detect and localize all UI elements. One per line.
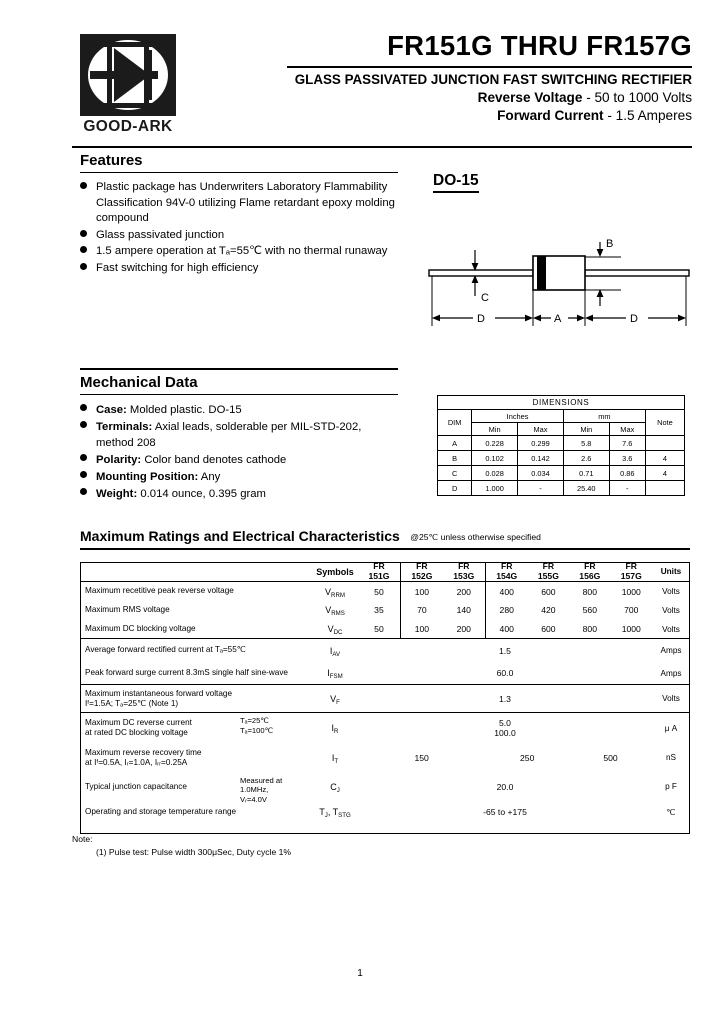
- row-cond-1: Tₐ=25℃: [240, 716, 269, 726]
- col-fr157g: [611, 562, 652, 582]
- row-desc-block: [80, 743, 312, 773]
- mech-value: Molded plastic. DO-15: [129, 404, 242, 416]
- col-fr151g: [358, 562, 400, 582]
- diode-logo-icon: [80, 34, 176, 116]
- table-row: [80, 801, 690, 823]
- cell-value-2: 100.0: [494, 728, 516, 738]
- row-desc: Average forward rectified current at Tₐ=55℃: [85, 645, 246, 655]
- cell-value-span: 60.0: [496, 668, 514, 678]
- row-desc: Maximum reverse recovery time: [85, 747, 202, 757]
- cell-value: 200: [456, 624, 471, 634]
- cell-value-group-1: 150: [414, 752, 429, 763]
- row-desc: Maximum recetitive peak reverse voltage: [85, 586, 234, 596]
- page-header: [72, 32, 692, 142]
- mechanical-list: [80, 402, 400, 502]
- col-in-min: Min: [472, 423, 518, 436]
- dim-note: 4: [645, 466, 684, 481]
- col-fr154g: [485, 562, 527, 582]
- col-fr152g: [400, 562, 442, 582]
- dim-in-min: 0.228: [472, 436, 518, 451]
- table-row: [80, 685, 690, 713]
- bullet-icon: [80, 404, 87, 411]
- cell-units: Amps: [660, 646, 682, 655]
- dimensions-table: [437, 395, 685, 496]
- dim-in-min: 1.000: [472, 481, 518, 496]
- company-name: GOOD-ARK: [83, 118, 173, 135]
- ratings-title: Maximum Ratings and Electrical Characteristics: [80, 528, 400, 544]
- part-prefix: FR: [542, 561, 555, 571]
- bullet-icon: [80, 263, 87, 270]
- part-prefix: FR: [625, 561, 637, 571]
- bullet-icon: [80, 454, 87, 461]
- cell-units: μ A: [664, 723, 678, 733]
- part-prefix: FR: [500, 561, 513, 571]
- svg-text:D: D: [630, 313, 638, 325]
- part-prefix: FR: [416, 561, 428, 571]
- feature-text: 1.5 ampere operation at Tₐ=55℃ with no thermal runaway: [96, 245, 388, 258]
- col-fr155g: [528, 562, 569, 582]
- reverse-voltage-line: [212, 89, 692, 107]
- table-row: [438, 466, 685, 481]
- dim-mm-min: 2.6: [563, 451, 609, 466]
- mechanical-data-section: [80, 368, 400, 503]
- cell-value: 700: [624, 605, 639, 616]
- dim-note: [645, 436, 684, 451]
- cell-value: 50: [374, 586, 384, 597]
- table-row: [80, 743, 690, 773]
- cell-value: 140: [456, 605, 471, 616]
- row-symbol: $V_{DC}$: [327, 624, 343, 636]
- dim-mm-min: 5.8: [563, 436, 609, 451]
- cell-value: 1000: [621, 586, 641, 597]
- mech-value: Color band denotes cathode: [144, 454, 287, 467]
- cell-units: Volts: [662, 694, 680, 704]
- svg-text:B: B: [606, 238, 614, 250]
- row-desc: Operating and storage temperature range: [85, 806, 237, 816]
- product-description: GLASS PASSIVATED JUNCTION FAST SWITCHING RECTIFIER: [294, 71, 692, 87]
- table-row: [80, 713, 690, 743]
- list-item: [80, 402, 400, 418]
- part-number: 154G: [496, 570, 518, 581]
- row-desc-cond: Iᶠ=1.5A; Tₐ=25℃ (Note 1): [85, 698, 179, 708]
- cell-value: 800: [582, 586, 597, 597]
- svg-text:D: D: [477, 313, 485, 325]
- dim-mm-max: 7.6: [609, 436, 645, 451]
- dim-letter: C: [438, 466, 472, 481]
- cell-value-span: 20.0: [496, 781, 514, 792]
- forward-current-label: Forward Current: [497, 107, 604, 123]
- cell-value: 400: [485, 582, 527, 601]
- cell-value: 100: [400, 620, 442, 639]
- page-title: FR151G THRU FR157G: [387, 30, 692, 61]
- features-section: [80, 152, 400, 277]
- ratings-heading: [80, 528, 692, 546]
- table-row: [80, 601, 690, 620]
- dim-in-max: 0.034: [518, 466, 564, 481]
- feature-text: Plastic package has Underwriters Laboratory Flammability Classification 94V-0 utilizing Flame retardant epoxy molding compound: [96, 181, 395, 225]
- cell-value-group-2: 250: [520, 752, 535, 763]
- cell-value-group-3: 500: [603, 752, 618, 763]
- bullet-icon: [80, 471, 87, 478]
- svg-text:A: A: [554, 313, 562, 325]
- col-mm: mm: [563, 410, 645, 423]
- row-cond-2: Tₐ=100℃: [240, 725, 274, 735]
- row-desc2: at Iᶠ=0.5A, Iᵣ=1.0A, Iᵣᵣ=0.25A: [85, 757, 188, 767]
- cell-value: 600: [541, 624, 556, 634]
- part-number: 153G: [453, 570, 475, 581]
- features-divider: [80, 172, 398, 173]
- row-desc: Peak forward surge current 8.3mS single half sine-wave: [85, 667, 288, 677]
- ratings-subtitle: @25℃ unless otherwise specified: [410, 532, 541, 542]
- cell-units: ℃: [666, 807, 676, 817]
- features-list: [80, 180, 400, 276]
- cell-value: 200: [456, 586, 471, 597]
- note-text: (1) Pulse test: Pulse width 300μSec, Duty cycle 1%: [96, 847, 292, 857]
- cell-value: 600: [541, 586, 556, 597]
- cell-value-span: [358, 713, 652, 743]
- do15-outline-diagram: [425, 204, 693, 332]
- mech-label: Weight:: [96, 488, 138, 501]
- dim-in-max: -: [518, 481, 564, 496]
- table-row: [438, 436, 685, 451]
- table-row: [438, 481, 685, 496]
- cell-units: Volts: [662, 624, 680, 634]
- row-desc-block: [80, 773, 312, 804]
- cell-units: Amps: [660, 668, 682, 678]
- part-number: 152G: [411, 570, 433, 581]
- row-symbol: $V_{RRM}$: [325, 586, 345, 599]
- cell-value: 400: [485, 620, 527, 639]
- cell-value: 280: [485, 601, 527, 620]
- list-item: [80, 261, 400, 277]
- mechanical-top-divider: [80, 368, 398, 370]
- footnote-section: [72, 834, 291, 857]
- cell-units: p F: [665, 782, 677, 792]
- blank-header: [80, 562, 312, 582]
- bullet-icon: [80, 488, 87, 495]
- row-symbol: $V_F$: [330, 693, 340, 706]
- dim-in-max: 0.142: [518, 451, 564, 466]
- table-row: [80, 582, 690, 601]
- mech-value: Axial leads, solderable per MIL-STD-202, method 208: [96, 421, 362, 450]
- mech-value: Any: [200, 471, 221, 484]
- mech-label: Terminals:: [96, 421, 153, 434]
- cell-value: 560: [582, 605, 597, 616]
- row-desc-block: [80, 713, 312, 743]
- list-item: [80, 180, 400, 227]
- title-area: [212, 32, 692, 125]
- col-units: Units: [660, 567, 682, 577]
- col-symbols: Symbols: [316, 566, 354, 577]
- part-prefix: FR: [373, 561, 385, 571]
- list-item: [80, 228, 400, 244]
- cell-value: 70: [400, 601, 442, 620]
- cell-value: 35: [374, 605, 384, 616]
- cell-value: 1000: [621, 624, 641, 634]
- dim-note: [645, 481, 684, 496]
- row-desc: Typical junction capacitance: [85, 781, 187, 791]
- list-item: [80, 452, 400, 468]
- feature-text: Glass passivated junction: [96, 228, 225, 241]
- dim-in-max: 0.299: [518, 436, 564, 451]
- company-logo: [72, 34, 184, 136]
- list-item: [80, 469, 400, 485]
- row-desc2: at rated DC blocking voltage: [85, 728, 188, 737]
- table-row: [80, 620, 690, 639]
- forward-current-line: [212, 107, 692, 125]
- row-symbol: $I_{AV}$: [329, 645, 341, 658]
- part-prefix: FR: [584, 561, 596, 571]
- col-mm-min: Min: [563, 423, 609, 436]
- mech-value: 0.014 ounce, 0.395 gram: [140, 488, 266, 501]
- dim-in-min: 0.028: [472, 466, 518, 481]
- table-row: [80, 639, 690, 662]
- cell-value-span: 1.5: [499, 645, 511, 656]
- col-mm-max: Max: [609, 423, 645, 436]
- dim-mm-max: 3.6: [609, 451, 645, 466]
- forward-current-value: - 1.5 Amperes: [607, 107, 692, 123]
- dim-letter: A: [438, 436, 472, 451]
- package-name: DO-15: [433, 172, 479, 193]
- cell-value-span: -65 to +175: [483, 806, 527, 817]
- part-number: 156G: [579, 570, 601, 581]
- list-item: [80, 244, 400, 260]
- col-note: Note: [645, 410, 684, 436]
- dim-letter: B: [438, 451, 472, 466]
- row-cond-2: Vᵣ=4.0V: [240, 794, 267, 804]
- cell-value: 800: [582, 624, 597, 634]
- cell-value: 420: [541, 605, 556, 616]
- col-dim: DIM: [438, 410, 472, 436]
- row-desc-block: [80, 685, 312, 713]
- list-item: [80, 419, 400, 451]
- table-row: [438, 396, 685, 410]
- cell-value: 50: [374, 624, 384, 634]
- bullet-icon: [80, 230, 87, 237]
- dim-note: 4: [645, 451, 684, 466]
- dimensions-title: DIMENSIONS: [438, 396, 685, 410]
- reverse-voltage-value: - 50 to 1000 Volts: [586, 89, 692, 105]
- row-symbol: $T_J$, $T_{STG}$: [319, 806, 351, 819]
- col-fr153g: [443, 562, 485, 582]
- dimensions-table-wrap: [437, 395, 685, 496]
- dim-mm-min: 0.71: [563, 466, 609, 481]
- mechanical-title: Mechanical Data: [80, 374, 198, 391]
- ratings-divider: [80, 548, 690, 550]
- cell-units: Volts: [662, 605, 680, 615]
- dim-mm-min: 25.40: [563, 481, 609, 496]
- table-row: [80, 562, 690, 582]
- mech-label: Polarity:: [96, 454, 142, 467]
- dim-mm-max: -: [609, 481, 645, 496]
- row-desc: Maximum DC reverse current: [85, 717, 192, 727]
- table-row: [438, 451, 685, 466]
- dim-in-min: 0.102: [472, 451, 518, 466]
- note-title: Note:: [72, 834, 93, 844]
- package-drawing: [425, 172, 693, 332]
- col-inches: Inches: [472, 410, 564, 423]
- col-fr156g: [569, 562, 610, 582]
- row-symbol: $I_R$: [331, 723, 339, 735]
- mech-label: Mounting Position:: [96, 471, 199, 484]
- cell-value-1: 5.0: [499, 718, 511, 728]
- header-divider: [72, 146, 692, 148]
- dim-letter: D: [438, 481, 472, 496]
- row-symbol: $I_{FSM}$: [327, 668, 343, 680]
- features-title: Features: [80, 152, 143, 169]
- cell-value: 100: [400, 582, 442, 601]
- row-desc: Maximum instantaneous forward voltage: [85, 688, 232, 698]
- row-desc: Maximum RMS voltage: [85, 605, 170, 615]
- row-symbol: $C_J$: [330, 781, 340, 794]
- cell-units: Volts: [662, 587, 680, 596]
- bullet-icon: [80, 182, 87, 189]
- row-symbol: $V_{RMS}$: [325, 605, 345, 618]
- table-row: [438, 410, 685, 423]
- bullet-icon: [80, 421, 87, 428]
- part-number: 155G: [537, 570, 559, 581]
- list-item: [80, 486, 400, 502]
- ratings-table: [80, 562, 690, 823]
- part-prefix: FR: [458, 561, 470, 571]
- row-symbol: $I_T$: [331, 752, 339, 765]
- svg-text:C: C: [481, 292, 489, 304]
- part-number: 151G: [368, 570, 390, 581]
- feature-text: Fast switching for high efficiency: [96, 261, 259, 274]
- table-row: [80, 662, 690, 685]
- mechanical-divider: [80, 394, 398, 395]
- dim-mm-max: 0.86: [609, 466, 645, 481]
- row-desc: Maximum DC blocking voltage: [85, 623, 196, 633]
- cell-units: nS: [665, 753, 676, 763]
- cell-value-span: 1.3: [499, 693, 511, 704]
- title-divider: [287, 66, 692, 68]
- row-cond-1: Measured at 1.0MHz,: [240, 775, 283, 795]
- table-row: [80, 773, 690, 801]
- mech-label: Case:: [96, 404, 127, 416]
- bullet-icon: [80, 246, 87, 253]
- col-in-max: Max: [518, 423, 564, 436]
- page-number: 1: [357, 968, 363, 979]
- reverse-voltage-label: Reverse Voltage: [477, 89, 583, 105]
- part-number: 157G: [620, 570, 642, 581]
